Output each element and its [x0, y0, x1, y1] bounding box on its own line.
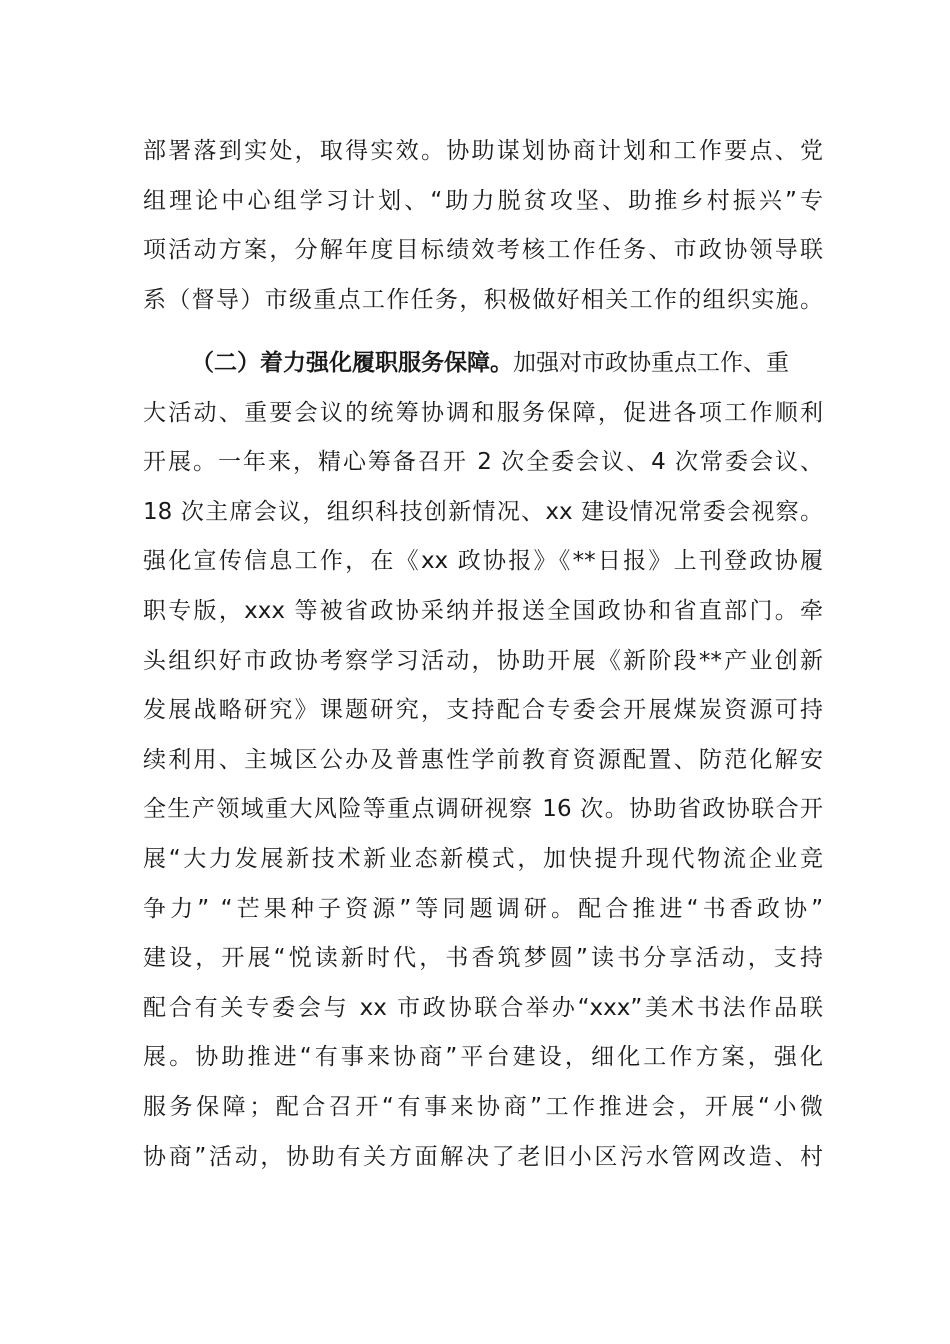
paragraph-1-line: 组理论中心组学习计划、“助力脱贫攻坚、助推乡村振兴”专 [143, 187, 823, 214]
paragraph-1 [143, 127, 823, 325]
paragraph-2-line: 展“大力发展新技术新业态新模式，加快提升现代物流企业竞 [143, 845, 823, 872]
paragraph-2-line: 发展战略研究》课题研究，支持配合专委会开展煤炭资源可持 [143, 697, 823, 724]
paragraph-2-line: 大活动、重要会议的统筹协调和服务保障，促进各项工作顺利 [143, 399, 823, 426]
paragraph-2-line: 全生产领域重大风险等重点调研视察 16 次。协助省政协联合开 [143, 796, 823, 823]
paragraph-2-line: 争力” “芒果种子资源”等同题调研。配合推进“书香政协” [143, 895, 823, 922]
paragraph-1-line: 系（督导）市级重点工作任务，积极做好相关工作的组织实施。 [143, 286, 823, 313]
paragraph-2-first-line-text: 加强对市政协重点工作、重 [513, 350, 789, 376]
paragraph-1-line: 部署落到实处，取得实效。协助谋划协商计划和工作要点、党 [143, 138, 823, 164]
paragraph-2-first-line [143, 339, 823, 389]
paragraph-2-line: 配合有关专委会与 xx 市政协联合举办“xxx”美术书法作品联 [143, 994, 823, 1021]
paragraph-2-line: 职专版，xxx 等被省政协采纳并报送全国政协和省直部门。牵 [143, 597, 823, 624]
paragraph-2-line: 展。协助推进“有事来协商”平台建设，细化工作方案，强化 [143, 1044, 823, 1071]
paragraph-2 [143, 339, 823, 1182]
paragraph-2-line: 强化宣传信息工作，在《xx 政协报》《**日报》上刊登政协履 [143, 548, 823, 575]
paragraph-2-line: 续利用、主城区公办及普惠性学前教育资源配置、防范化解安 [143, 746, 823, 773]
section-heading: （二）着力强化履职服务保障。 [191, 350, 513, 376]
paragraph-2-line: 开展。一年来，精心筹备召开 2 次全委会议、4 次常委会议、 [143, 449, 823, 476]
paragraph-2-line: 协商”活动，协助有关方面解决了老旧小区污水管网改造、村 [143, 1143, 823, 1170]
paragraph-2-line: 建设，开展“悦读新时代，书香筑梦圆”读书分享活动，支持 [143, 945, 823, 972]
paragraph-2-line: 头组织好市政协考察学习活动，协助开展《新阶段**产业创新 [143, 647, 823, 674]
paragraph-2-line: 服务保障；配合召开“有事来协商”工作推进会，开展“小微 [143, 1093, 823, 1120]
paragraph-2-line: 18 次主席会议，组织科技创新情况、xx 建设情况常委会视察。 [143, 498, 823, 525]
paragraph-1-line: 项活动方案，分解年度目标绩效考核工作任务、市政协领导联 [143, 237, 823, 264]
